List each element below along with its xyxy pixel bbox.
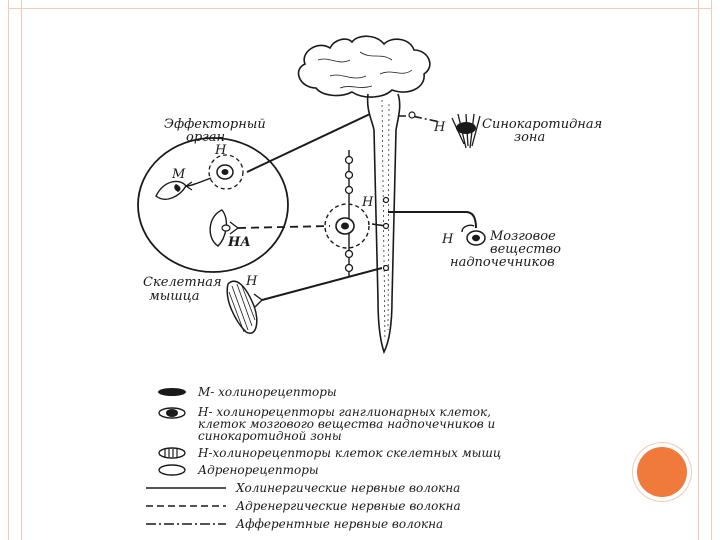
legend-item: Адренорецепторы [198,463,319,477]
skeletal-muscle-label: Скелетная [143,275,222,290]
ganglion-node [346,251,353,258]
ganglion-node [346,172,353,179]
adrenoreceptor [222,225,230,231]
spinal-cord-texture [382,100,389,340]
h-label-sino: Н [434,120,446,135]
spinal-cord [368,94,400,352]
legend-item: Н-холинорецепторы клеток скелетных мышц [198,446,502,460]
fiber-to-muscle [262,268,382,300]
effector-h-nucleus [222,169,229,175]
na-label: НА [228,235,251,250]
legend-item: Афферентные нервные волокна [236,517,444,531]
brain-folds [318,52,412,88]
cord-dot [384,266,389,271]
adrenal-label: Мозговое [490,229,556,244]
fiber-to-adrenal [388,212,476,228]
ganglion-node [346,265,353,272]
legend-item: синокаротидной зоны [198,429,342,443]
brain [299,36,430,97]
legend-h-receptor-fill [166,409,178,417]
h-label-muscle: Н [246,274,258,289]
ganglion-node [346,187,353,194]
legend-item: клеток мозгового вещества надпочечников и [198,417,496,431]
skeletal-muscle-label: мышца [149,289,200,304]
cord-dot [384,198,389,203]
legend-h-muscle-receptor-icon [159,448,185,458]
ganglion-nucleus [341,223,349,230]
effector-organ-label: орган [186,130,226,145]
legend-adrenoreceptor-icon [159,465,185,475]
h-label-effector: Н [215,143,227,158]
effector-organ-label: Эффекторный [164,117,266,132]
smooth-muscle-cell-m [156,181,186,199]
legend-item: Холинергические нервные волокна [236,481,461,495]
legend-item: Н- холинорецепторы ганглионарных клеток, [198,405,491,419]
sinocarotid-zone-icon [452,114,480,148]
legend-item: Адренергические нервные волокна [236,499,461,513]
m-label: М [172,167,186,182]
cord-dot [384,224,389,229]
adrenergic-fiber [238,226,330,228]
sinocarotid-label: зона [514,130,546,145]
adrenal-label: вещество [490,242,561,257]
legend [146,385,501,531]
effector-fiber-stub [186,178,211,186]
effector-organ-circle [138,138,288,272]
skeletal-muscle-icon [227,281,257,333]
h-label-adrenal: Н [442,232,454,247]
sinocarotid-label: Синокаротидная [482,117,603,132]
muscle-fiber-fork [254,294,262,307]
adrenal-nucleus [472,235,480,241]
ganglion-node [346,157,353,164]
legend-m-receptor-icon [158,388,186,396]
legend-item: М- холинорецепторы [198,385,337,399]
h-label-ganglion: Н [362,195,374,210]
na-fiber-fork [230,222,238,234]
adrenal-label: надпочечников [450,255,555,270]
cord-dot [409,112,415,118]
